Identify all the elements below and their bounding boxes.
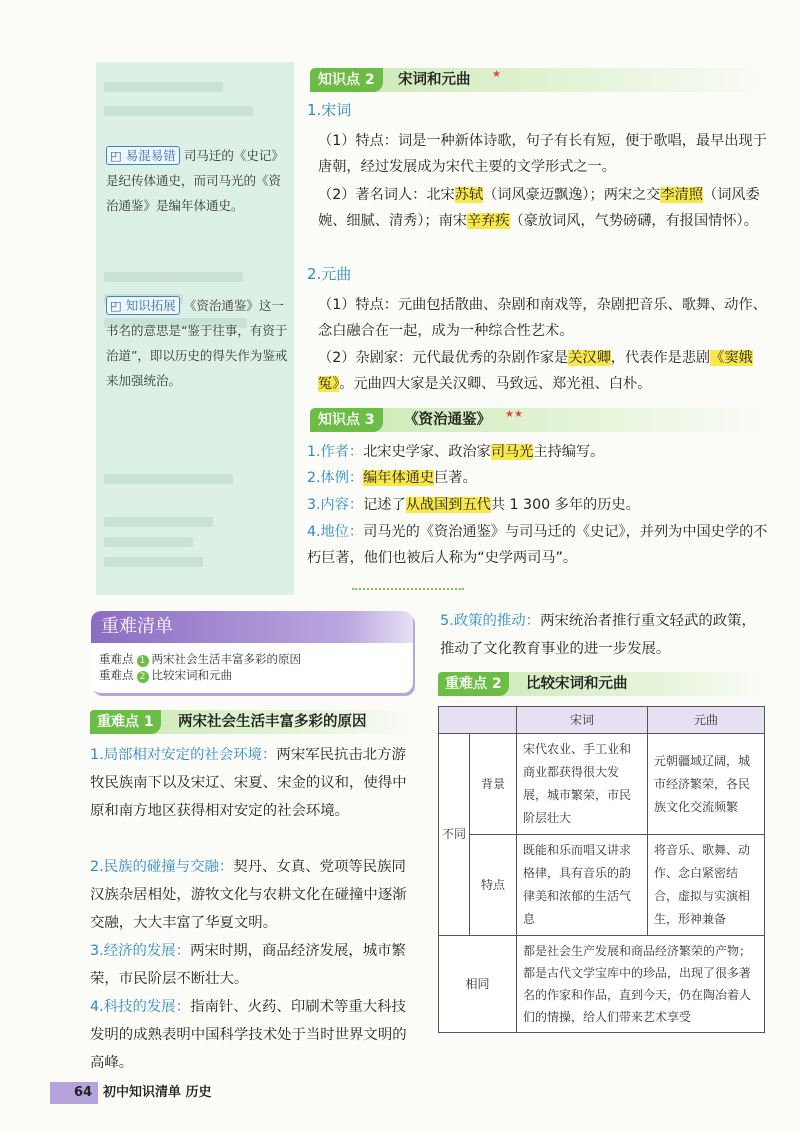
key-points-list-item (91, 651, 413, 667)
reason-technology (90, 993, 416, 1077)
text: 记述了 (363, 497, 406, 513)
side-tag-label: 知识拓展 (125, 298, 176, 313)
yuanqu-dramatists (318, 345, 768, 397)
knowledge-point-3-header (310, 408, 768, 432)
knowledge-point-title: 宋词和元曲 (398, 72, 471, 88)
number-dot: 2 (137, 671, 149, 683)
row-label-features: 特点 (470, 835, 517, 936)
text: 契丹、女真、党项等民族同汉族杂居相处，游牧文化与农耕文化在碰撞中逐渐交融，大大丰富了华夏文明。 (90, 859, 407, 931)
faded-text (104, 272, 243, 282)
text: 两宋军民抗击北方游牧民族南下以及宋辽、宋夏、宋金的议和，使得中原和南方地区获得相对安定的社会环境。 (90, 747, 407, 819)
faded-text (104, 474, 233, 484)
key-point-title: 两宋社会生活丰富多彩的原因 (178, 714, 367, 730)
key-point-1-header (90, 710, 415, 734)
text: 共 1 300 多年的历史。 (490, 497, 640, 513)
text: （词风委婉、细腻、清秀）；南宋 (318, 187, 760, 229)
text: 两宋统治者推行重文轻武的政策，推动了文化教育事业的进一步发展。 (440, 613, 756, 657)
reason-policy (440, 607, 766, 663)
faded-text (104, 517, 213, 527)
text: 两宋时期，商品经济发展，城市繁荣，市民阶层不断壮大。 (90, 943, 406, 987)
importance-stars: ★★ (505, 409, 523, 420)
text: 北宋史学家、政治家 (363, 444, 491, 460)
knowledge-point-title: 《资治通鉴》 (404, 412, 491, 428)
item-prefix: 重难点 (99, 668, 134, 682)
table-row (439, 835, 765, 936)
item-lead: 2.体例： (307, 470, 364, 486)
highlight-sushi: 苏轼 (454, 187, 484, 203)
item-lead: 2.民族的碰撞与交融： (90, 859, 234, 875)
reason-ethnic-fusion (90, 853, 416, 937)
item-prefix: 重难点 (99, 652, 134, 666)
highlight-douewan: 《窦娥冤》 (318, 350, 753, 392)
section-divider (352, 588, 464, 590)
key-point-2-header (438, 672, 766, 696)
cell-yuanqu-features: 将音乐、歌舞、动作、念白紧密结合，虚拟与实演相生，形神兼备 (648, 835, 765, 936)
table-header-row (439, 707, 765, 734)
highlight-liqingzhao: 李清照 (660, 187, 704, 203)
cell-songci-features: 既能和乐而唱又讲求格律，具有音乐的韵律美和浓郁的生活气息 (517, 835, 648, 936)
yuanqu-feature (318, 292, 768, 344)
item-lead: 3.经济的发展： (90, 943, 191, 959)
paragraph-text: （1）特点：元曲包括散曲、杂剧和南戏等，杂剧把音乐、歌舞、动作、念白融合在一起，成为一种综合性艺术。 (318, 297, 767, 339)
zizhi-style (307, 465, 767, 491)
text: 司马光的《资治通鉴》与司马迁的《史记》，并列为中国史学的不朽巨著，他们也被后人称为“史学两司马”。 (307, 524, 768, 566)
side-note-confusion (106, 143, 288, 218)
item-lead: 4.地位： (307, 524, 364, 540)
table-corner (439, 707, 517, 734)
songci-feature (318, 128, 768, 180)
row-label-background: 背景 (470, 734, 517, 835)
faded-text (104, 557, 203, 567)
text: ，代表作是悲剧 (610, 350, 711, 366)
table-row (439, 936, 765, 1033)
text: （2）杂剧家：元代最优秀的杂剧作家是 (318, 350, 569, 366)
item-text: 两宋社会生活丰富多彩的原因 (151, 652, 301, 666)
highlight-xinqiji: 辛弃疾 (466, 213, 510, 229)
text: 。元曲四大家是关汉卿、马致远、郑光祖、白朴。 (339, 376, 652, 392)
text: 指南针、火药、印刷术等重大科技发明的成熟表明中国科学技术处于当时世界文明的高峰。 (90, 999, 407, 1071)
key-point-badge: 重难点 2 (438, 672, 509, 696)
column-header-yuanqu: 元曲 (648, 707, 765, 734)
column-header-songci: 宋词 (517, 707, 648, 734)
item-lead: 1.局部相对安定的社会环境： (90, 747, 277, 763)
reason-economy (90, 937, 416, 993)
highlight-simaguang: 司马光 (490, 444, 534, 460)
page-number: 64 (74, 1085, 93, 1100)
side-tag-extension: ◰ 知识拓展 (106, 296, 180, 315)
section-title-yuanqu: 2.元曲 (307, 265, 352, 283)
faded-text (104, 537, 193, 547)
key-point-badge: 重难点 1 (90, 710, 161, 734)
songci-poets (318, 182, 768, 234)
text: （豪放词风，气势磅礴，有报国情怀）。 (509, 213, 758, 229)
text: （2）著名词人：北宋 (318, 187, 455, 203)
text: 主持编写。 (533, 444, 605, 460)
side-note-text: 司马迁的《史记》是纪传体通史，而司马光的《资治通鉴》是编年体通史。 (106, 148, 284, 213)
item-lead: 1.作者： (307, 444, 364, 460)
section-title-songci: 1.宋词 (307, 101, 352, 119)
item-lead: 4.科技的发展： (90, 999, 191, 1015)
highlight-guanhanqing: 关汉卿 (568, 350, 611, 366)
text: （词风豪迈飘逸）；两宋之交 (483, 187, 661, 203)
highlight-period: 从战国到五代 (405, 497, 491, 513)
key-point-title: 比较宋词和元曲 (526, 676, 628, 692)
knowledge-point-badge: 知识点 2 (310, 68, 383, 92)
key-points-list-title: 重难清单 (91, 611, 413, 643)
knowledge-point-2-header (310, 68, 768, 92)
text: 巨著。 (434, 470, 477, 486)
item-text: 比较宋词和元曲 (151, 668, 232, 682)
number-dot: 1 (137, 655, 149, 667)
item-lead: 3.内容： (307, 497, 364, 513)
faded-text (104, 82, 223, 92)
importance-stars: ★ (492, 69, 501, 80)
zizhi-status (307, 519, 769, 571)
reason-stable-environment (90, 741, 416, 825)
side-note-text: 《资治通鉴》这一书名的意思是“鉴于往事，有资于治道”，即以历史的得失作为鉴戒来加强统治。 (106, 298, 288, 388)
book-title: 初中知识清单 历史 (103, 1085, 212, 1100)
item-lead: 5.政策的推动： (440, 613, 541, 629)
zizhi-content (307, 492, 767, 518)
cell-similarity: 都是社会生产发展和商品经济繁荣的产物；都是古代文学宝库中的珍品，出现了很多著名的作家和作品，直到今天，仍在陶冶着人们的情操，给人们带来艺术享受 (517, 936, 765, 1033)
side-tag-label: 易混易错 (125, 148, 176, 163)
cell-yuanqu-background: 元朝疆域辽阔，城市经济繁荣，各民族文化交流频繁 (648, 734, 765, 835)
comparison-table (438, 706, 765, 1033)
side-note-extension (106, 293, 288, 393)
row-label-similarity: 相同 (439, 936, 517, 1033)
paragraph-text: （1）特点：词是一种新体诗歌，句子有长有短，便于歌唱，最早出现于唐朝，经过发展成为宋代主要的文学形式之一。 (318, 133, 767, 175)
highlight-biannianti: 编年体通史 (363, 470, 435, 486)
knowledge-point-badge: 知识点 3 (310, 408, 383, 432)
cell-songci-background: 宋代农业、手工业和商业都获得很大发展，城市繁荣，市民阶层壮大 (517, 734, 648, 835)
row-label-difference: 不同 (439, 734, 470, 936)
key-points-list-box (91, 611, 413, 693)
zizhi-author (307, 439, 767, 465)
key-points-list-item (91, 667, 413, 683)
table-row (439, 734, 765, 835)
side-tag-confusion: ◰ 易混易错 (106, 146, 180, 165)
faded-text (104, 106, 253, 116)
